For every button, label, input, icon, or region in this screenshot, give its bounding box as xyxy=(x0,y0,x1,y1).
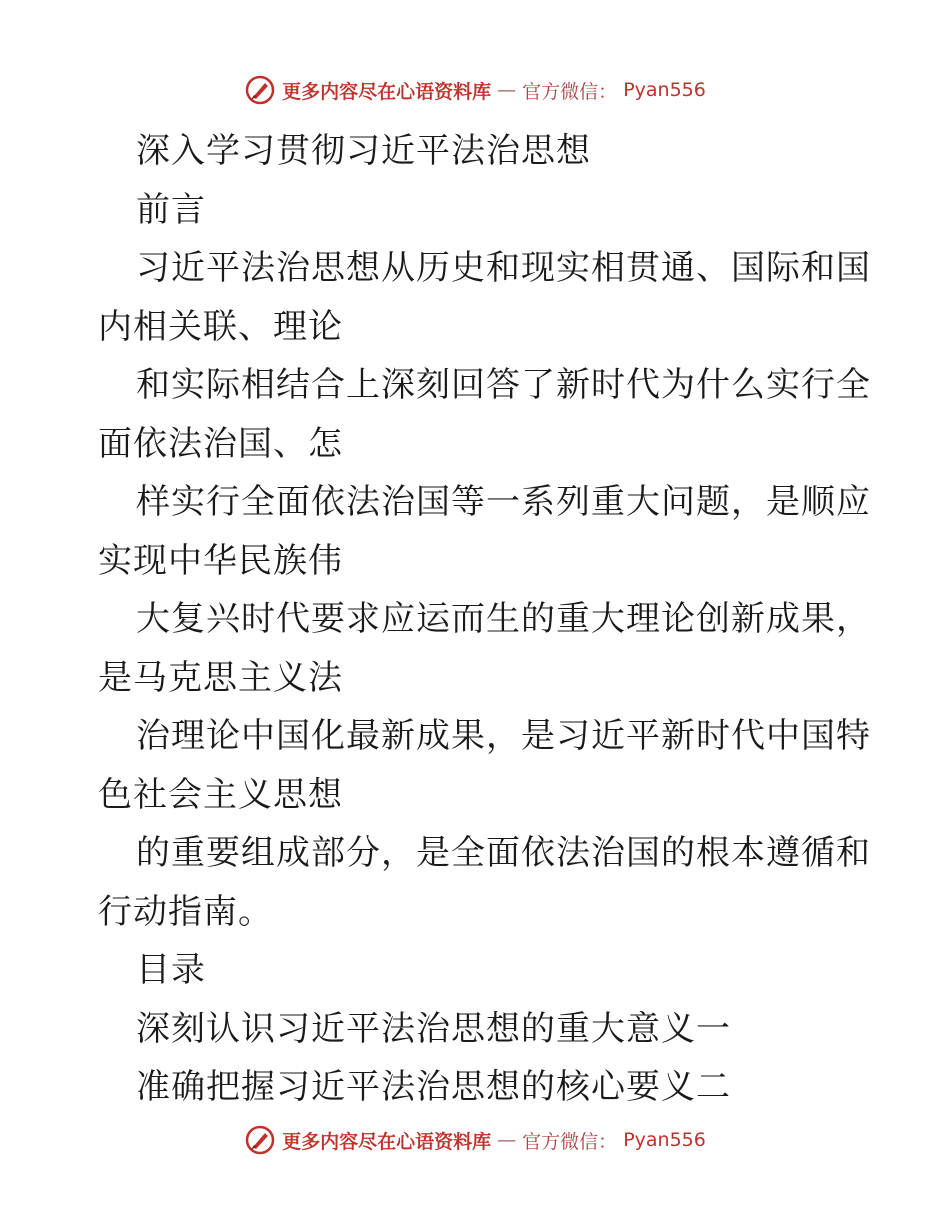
banner-wechat-label: 官方微信： xyxy=(522,80,618,103)
banner-dash: — xyxy=(497,1129,517,1151)
banner-wechat-id: Pyan556 xyxy=(623,79,706,101)
banner-wechat-id: Pyan556 xyxy=(623,1129,706,1151)
header-watermark-banner xyxy=(0,70,950,110)
doc-line: 色社会主义思想 xyxy=(98,774,343,815)
doc-line: 内相关联、理论 xyxy=(98,306,343,347)
doc-line: 和实际相结合上深刻回答了新时代为什么实行全 xyxy=(136,365,871,405)
doc-line: 目录 xyxy=(136,950,206,990)
doc-line: 是马克思主义法 xyxy=(98,657,343,698)
banner-wechat-label: 官方微信： xyxy=(522,1130,618,1153)
doc-line: 习近平法治思想从历史和现实相贯通、国际和国 xyxy=(136,248,871,288)
doc-line: 的重要组成部分，是全面依法治国的根本遵循和 xyxy=(136,833,871,873)
doc-line: 行动指南。 xyxy=(98,891,273,932)
quill-logo-icon xyxy=(244,74,276,106)
doc-line: 治理论中国化最新成果，是习近平新时代中国特 xyxy=(136,716,871,756)
doc-line: 大复兴时代要求应运而生的重大理论创新成果， xyxy=(136,599,871,639)
doc-line: 深刻认识习近平法治思想的重大意义一 xyxy=(136,1008,731,1049)
footer-watermark-banner xyxy=(0,1120,950,1160)
doc-line: 前言 xyxy=(136,189,206,230)
doc-line: 实现中华民族伟 xyxy=(98,540,343,581)
doc-line: 样实行全面依法治国等一系列重大问题，是顺应 xyxy=(136,482,871,522)
banner-main-text: 更多内容尽在心语资料库 xyxy=(282,80,492,103)
banner-main-text: 更多内容尽在心语资料库 xyxy=(282,1130,492,1153)
doc-line: 面依法治国、怎 xyxy=(98,423,343,464)
doc-line: 准确把握习近平法治思想的核心要义二 xyxy=(136,1067,731,1107)
document-body xyxy=(98,122,871,1117)
quill-logo-icon xyxy=(244,1124,276,1156)
banner-dash: — xyxy=(497,79,517,101)
doc-line: 深入学习贯彻习近平法治思想 xyxy=(136,131,591,171)
